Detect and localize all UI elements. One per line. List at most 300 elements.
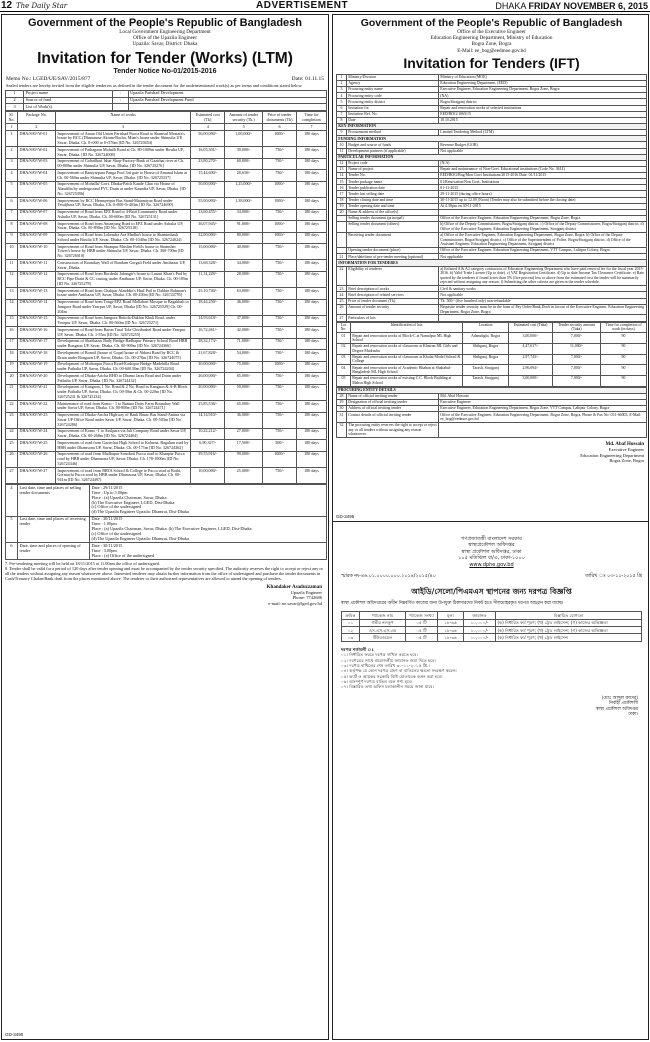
package-row [6, 209, 327, 221]
package-doc-price: 1000/- [263, 361, 297, 373]
package-estimated-cost: 16,72,461/- [191, 327, 225, 339]
lot-column-header: Time for completion of work (in days) [601, 322, 647, 333]
dphe-cell: ১০,০০০/- [464, 627, 496, 634]
package-row [6, 373, 327, 385]
package-work-name: Development of Kangaon, 1 No. Road & 2 No. Road in Kangaon & A-B Block under Pathalia UP, Savar, Dhaka. Ch. 00-50m & Ch. 00-220m [ID No. 326725231 & 326725234] [55, 384, 190, 400]
package-no: DHA/SAV/W-01 [17, 131, 55, 147]
dphe-sig-line: (মোঃ আব্দুল কাদের) [601, 695, 638, 701]
lot-security: 7,000/- [553, 354, 601, 365]
lged-info-row [6, 104, 327, 111]
eed-row-value: (NA) [439, 93, 647, 99]
eed-row-number: 16 [337, 185, 347, 191]
lged-info-row [6, 90, 327, 97]
eed-row-value: At 4.30pm on 30-11-2015 [439, 203, 647, 209]
lged-gov-title: Government of the People's Republic of Bangladesh [28, 17, 302, 29]
package-work-name: Improvement of Road from Lokendra Ara Madhu's house to Shamimbash School under Birulia UP, Savar, Dhaka. Ch. 00-1040m [ID No. 326724024] [55, 232, 190, 244]
eed-row-value: (N/A) [439, 160, 647, 166]
package-security: 28,000/- [225, 271, 263, 287]
schedule-row [6, 485, 327, 516]
eed-row-value: a) Enlisted A & A2 category contractors of Education Engineering Department who have paid renewal fee for the fiscal year 2015-2016. b) Valid Trade License (Up to date). c) VAT Registration Certificate. d) Up to date Income Tax Clearance Certificate. e) Rate quoted by the tenderer if found lower than 5% (five percent) less or above from the estimated cost the tender will be summarily rejected without assigning any reason. f) Submitting the other criteria are given in the tender schedule. [439, 266, 647, 286]
eed-signer-dept: Education Engineering Department [580, 452, 644, 458]
info-number: 1 [6, 90, 24, 97]
eed-row-number: 4 [337, 93, 347, 99]
package-security: 39,000/- [225, 147, 263, 159]
eed-row-number: 9 [337, 130, 347, 136]
package-sl: 13 [6, 288, 18, 300]
eed-row-label: Place/date/time of pre-tender meeting (optional) [347, 254, 439, 260]
eed-row-value: b) Office of the Deputy Commissioner, Bogra/Sirajganj district. c) Office of the Deputy Commissioner, Bogra/Sirajganj district. d) Office of the Executive Engineer, Education Engineering Department, Sirajganj district [439, 222, 647, 233]
lged-note: 8. Tender shall be valid for a period of 120 days after tender opening and must be accompanied by the tender security specified. The authority reserves the right to accept or reject any or all the tenders without assigning any reason whatsoever above. Interested tenderer may obtain further information from the office of undersigned and purchase the tender documents in Cash/Treasury Chalan/Bank draft from the places mentioned above. The tenderer or their authorized representatives are allowed to attend the opening of tenders. [5, 565, 323, 581]
package-time: 180 days [297, 299, 327, 315]
package-work-name: Improvement of Road from Amanjung Road to EPZ Road under Ashulia UP, Savar, Dhaka. Ch. 00-890m [ID No. 326725318] [55, 221, 190, 233]
package-row [6, 468, 327, 484]
package-security: 28,630/- [225, 170, 263, 182]
eed-row-number: 31 [337, 412, 347, 423]
eed-row-value: Revenue Budget (GOB) [439, 142, 647, 148]
package-security: 54,000/- [225, 350, 263, 362]
package-doc-price: 750/- [263, 468, 297, 484]
package-security: 63,000/- [225, 288, 263, 300]
eed-row-value: 01-11-2015 [439, 185, 647, 191]
dphe-cell: ০২ [342, 627, 360, 634]
package-no: DHA/SAV/W-19 [17, 361, 55, 373]
package-doc-price: 750/- [263, 350, 297, 362]
package-sl: 20 [6, 373, 18, 385]
lot-estimated-cost: 2,96,094/- [509, 365, 553, 376]
package-no: DHA/SAV/W-23 [17, 412, 55, 428]
package-doc-price: 1000/- [263, 131, 297, 147]
lged-signer-email[interactable]: e-mail: ue.savar@lged.gov.bd [268, 600, 322, 606]
eed-signature [333, 438, 649, 463]
eed-signer-zone: Bogra Zone, Bogra [609, 457, 644, 463]
eed-row-value: EED/BOG/1065/15 [439, 111, 647, 117]
package-row [6, 315, 327, 327]
eed-row-label: Brief description of works [347, 286, 439, 292]
dphe-column-header: জামানত [464, 612, 496, 619]
schedule-line: Time : 1.00pm [91, 521, 117, 527]
lot-identification: Repair and renovation works of Academic Bhaban at Shahabul-Bangladesh ML High School [351, 365, 463, 376]
package-no: DHA/SAV/W-10 [17, 244, 55, 260]
package-estimated-cost: 56,00,000/- [191, 131, 225, 147]
package-column-header: Package No. [17, 112, 55, 124]
package-no: DHA/SAV/W-11 [17, 260, 55, 272]
package-work-name: Improvement by RCC Hemayetpur Bus Stand-Matamiyaa Road under Tetuljhora UP, Savar, Dhaka. Ch. 0+000-0+403m [ID No. 326724690] [55, 198, 190, 210]
eed-row-label: Name of project [347, 166, 439, 172]
package-security: 40,000/- [225, 244, 263, 260]
package-estimated-cost: 11,14,228/- [191, 271, 225, 287]
dphe-row [342, 634, 642, 641]
dphe-gov-line: স্বাস্থ্যপ্রকৌশল অধিদপ্তর [468, 542, 515, 549]
lot-security: 7,000/- [553, 333, 601, 344]
eed-row-number: 30 [337, 406, 347, 412]
package-security: 25,000/- [225, 468, 263, 484]
package-security: 34,000/- [225, 260, 263, 272]
eed-row-label: Date [347, 117, 439, 123]
package-row [6, 327, 327, 339]
lot-row [337, 333, 647, 344]
eed-row-label: Project code [347, 160, 439, 166]
eed-row-value: Tk. 500/- (five hundred only) non-refundable [439, 298, 647, 304]
eed-row-value: 30-11-2015 up to 12.00 (Noon) (Tender may also be submitted before the closing date) [439, 197, 647, 203]
dphe-memo [333, 568, 649, 583]
dphe-rules [333, 645, 649, 692]
package-no: DHA/SAV/W-07 [17, 209, 55, 221]
package-estimated-cost: 25,85,536/- [191, 401, 225, 413]
eed-section-title: PROCURING ENTITY DETAILS [337, 387, 647, 393]
schedule-line: Place : (a) Office of the undersigned [91, 552, 154, 558]
package-time: 180 days [297, 327, 327, 339]
package-estimated-cost: 10,22,212/- [191, 428, 225, 440]
lot-row [337, 343, 647, 354]
package-security: 99,000/- [225, 451, 263, 467]
schedule-line: Place : (a) Upazila Chairman, Savar, Dhaka [91, 494, 167, 500]
lot-time: 90 [601, 333, 647, 344]
dphe-rule: ০৩। দরপত্র দাখিলের শেষ তারিখ ৩০-১১-২০১৫ খ্রি.। [341, 662, 430, 668]
lot-column-header: Estimated cost (Taka) [509, 322, 553, 333]
package-sl: 26 [6, 451, 18, 467]
eed-signer-title: Executive Engineer [608, 447, 644, 453]
package-work-name: Improvement of Road from Tongi-EPZ Road Mollabari Mosque to Bagakhali to Jamgora Road under Yearpur UP, Savar, Dhaka [ID No. 326725529] Ch. 00-204m [55, 299, 190, 315]
dphe-cell: গভীর নলকূপ [360, 619, 406, 626]
eed-official-table [336, 387, 647, 438]
dphe-table [341, 611, 642, 642]
package-estimated-cost: 15,44,600/- [191, 170, 225, 182]
lged-sub-line: Office of the Upazila Engineer [133, 35, 197, 42]
package-row [6, 271, 327, 287]
eed-row-number [337, 222, 347, 233]
package-time: 180 days [297, 338, 327, 350]
package-work-name: Improvement of Komo -1 to Asulpara via Jali Company Road under Savar UP, Savar, Dhaka. Ch. 00-268m [ID No. 326724404] [55, 428, 190, 440]
package-doc-price: 750/- [263, 260, 297, 272]
package-sl: 4 [6, 170, 18, 182]
right-column-ads [332, 14, 649, 1040]
package-time: 180 days [297, 170, 327, 182]
package-security: 34,000/- [225, 209, 263, 221]
package-estimated-cost: 10,00,000/- [191, 468, 225, 484]
package-row [6, 232, 327, 244]
package-no: DHA/SAV/W-05 [17, 181, 55, 197]
package-sl: 16 [6, 327, 18, 339]
package-work-name: Maintenance of road from Komo - 1 to Bamna Dairy Farm Boundary Wall under Savar UP, Savar, Dhaka. Ch. 00-800m [ID No. 326724471] [55, 401, 190, 413]
schedule-label: Last date, time and places of selling tender documents [18, 485, 90, 516]
package-row [6, 244, 327, 260]
package-no: DHA/SAV/W-12 [17, 271, 55, 287]
dphe-memo-date: তারিখ ঃ ০৩-১১-২০১৫ খ্রি [585, 574, 642, 580]
lot-location: Tarash, Sirajganj [463, 365, 509, 376]
lot-row [337, 376, 647, 387]
section-title: ADVERTISEMENT [256, 0, 349, 11]
dphe-column-header: ক্রমিক [342, 612, 360, 619]
schedule-number: 6 [6, 543, 18, 560]
package-row [6, 428, 327, 440]
package-doc-price: 750/- [263, 209, 297, 221]
package-no: DHA/SAV/W-25 [17, 440, 55, 452]
package-time: 180 days [297, 468, 327, 484]
lged-sub-line: Local Government Engineering Department [119, 29, 211, 35]
package-estimated-cost: 28,32,173/- [191, 338, 225, 350]
eed-row-number [337, 232, 347, 247]
dphe-sig-line: স্বাস্থ্য প্রকৌশল অধিদপ্তর [595, 706, 638, 712]
eed-row-label: Tender package name [347, 179, 439, 185]
package-column-header: Estimated cost (Tk) [191, 112, 225, 124]
info-label: List of Work(s) [24, 104, 113, 111]
info-label: Source of fund [24, 97, 113, 104]
lot-estimated-cost: 3,00,000/- [509, 376, 553, 387]
eed-row-number: 18 [337, 197, 347, 203]
package-security: 80,000/- [225, 232, 263, 244]
package-time: 180 days [297, 384, 327, 400]
dphe-cell: ১৮-৩৬ [438, 619, 464, 626]
dphe-column-header: প্যাকেজ নাম [360, 612, 406, 619]
package-row [6, 170, 327, 182]
eed-row-label: Brief description of related services [347, 292, 439, 298]
package-row [6, 440, 327, 452]
eed-row-number: 21 [337, 254, 347, 260]
schedule-label: Last date, time and places of receiving tender [18, 516, 90, 543]
eed-row-number: 25 [337, 298, 347, 304]
package-security: 42,000/- [225, 327, 263, 339]
package-time: 180 days [297, 209, 327, 221]
package-doc-price: 750/- [263, 384, 297, 400]
eed-gd-number: GD-3495 [336, 514, 355, 519]
eed-row-label: Eligibility of tenderer [347, 266, 439, 286]
lot-time: 90 [601, 376, 647, 387]
eed-row-number: 14 [337, 173, 347, 179]
eed-row-value: 01/Renovation/Non Govt. Institutions [439, 179, 647, 185]
package-work-name: Improvement of road from Madhupur Sonoboti Pucca road to Khanpur Pucca road by HBB under Dhamsona UP, Savar, Dhaka. Ch. 178-1000m [ID No. 326724346] [55, 451, 190, 467]
package-row [6, 338, 327, 350]
package-sl: 10 [6, 244, 18, 260]
package-no: DHA/SAV/W-17 [17, 338, 55, 350]
package-security: 91,000/- [225, 221, 263, 233]
eed-row-label: Particulars of lots [347, 315, 439, 321]
package-doc-price: 750/- [263, 327, 297, 339]
dphe-rules-title: দরপত্র শর্তাবলী ঃ [341, 646, 374, 652]
package-row [6, 288, 327, 300]
package-sl: 12 [6, 271, 18, 287]
dphe-cell: (ক) নির্ধারিত ফর্ম পূরণ; (খ) ট্রেড লাইসেন্স; (গ) কাজের অভিজ্ঞতা [496, 619, 642, 626]
dphe-cell: ১০,০০০/- [464, 634, 496, 641]
package-doc-price: 1000/- [263, 198, 297, 210]
package-time: 180 days [297, 288, 327, 300]
dphe-rule: ০২। দরপত্রের সাথে প্রয়োজনীয় জামানত জমা দিতে হবে। [341, 657, 436, 663]
lot-no: 03 [337, 354, 351, 365]
package-sl: 5 [6, 181, 18, 197]
eed-signer-name: Md. Abaf Hossain [605, 442, 644, 448]
dphe-memo-no: স্মারক নং-৪৬.০১.০০০০.০০০.২০১৪/২০১৫/৪০ [341, 574, 436, 580]
eed-row-value: Executive Engineer, Education Engineering Department, Bogra Zone, Bogra [439, 87, 647, 93]
package-time: 180 days [297, 361, 327, 373]
package-no: DHA/SAV/W-22 [17, 401, 55, 413]
lged-intro: Sealed tenders are hereby invited from the eligible tenderers as defined in the tender document for the undermentioned work(s) as per terms and conditions stated below. [6, 82, 303, 88]
eed-row-label: Opening tender document (place) [347, 248, 439, 254]
package-work-name: Development of Shaitbazar Baily Bridge-Radhapur Primary School Road HBB under Bongaon UP, Savar, Dhaka. Ch. 00-900m [ID No. 326724366] [55, 338, 190, 350]
package-work-name: Improvement of Aman Old Union Parishad Pucca Road to Shamsul Mostafa's house by RCC (Dhamsuna-Akram-Bachu, Mian's house under Shimulia UP, Savar, Dhaka. Ch. 0+000 to 0+576m [ID No. 326720454] [55, 131, 190, 147]
package-sl: 18 [6, 350, 18, 362]
dphe-website[interactable]: www.dphe.gov.bd [469, 561, 514, 568]
eed-email[interactable]: E-Mail: ee_bog@eedmoe.gov.bd [457, 47, 526, 54]
eed-row-number: 7 [337, 111, 347, 117]
dphe-cell: (ক) নির্ধারিত ফর্ম পূরণ; (খ) ট্রেড লাইসেন্স [496, 634, 642, 641]
eed-row-label: Tender opening date and time [347, 203, 439, 209]
eed-sub-line: Bogra Zone, Bogra [471, 41, 512, 48]
package-work-name: Improvement of Road from Shampur Muslim Field's house to Shamsher Tower's house by HBB under Shimulia UP, Savar, Dhaka. Ch. 360-700m [ID No. 326726010] [55, 244, 190, 260]
eed-info-row [337, 412, 647, 423]
package-work-name: Improvement of Road from EPZ Road to 4-Boat Community Road under Ashulia UP, Savar, Dhaka. Ch. 00-600m [ID No. 326725131] [55, 209, 190, 221]
eed-lots-table [336, 322, 647, 387]
schedule-line: (c) Office of the undersigned [91, 504, 142, 510]
lot-location: Adamdighi, Bogra [463, 333, 509, 344]
dphe-cell: টিউবওয়েল [360, 634, 406, 641]
dphe-column-header: বিস্তারিত যোগ্যতা [496, 612, 642, 619]
package-security: 60,000/- [225, 158, 263, 170]
dphe-row [342, 627, 642, 634]
package-security: 37,000/- [225, 315, 263, 327]
eed-info-table [336, 74, 647, 322]
package-doc-price: 750/- [263, 338, 297, 350]
lged-info-table [5, 90, 327, 112]
package-row [6, 221, 327, 233]
package-time: 180 days [297, 221, 327, 233]
eed-row-value: Office of the Executive Engineer, Education Engineering Department, VTT Campus, Lalitpur Colony, Bogra [439, 248, 647, 254]
package-sl: 25 [6, 440, 18, 452]
package-no: DHA/SAV/W-27 [17, 468, 55, 484]
eed-info-row [337, 406, 647, 412]
package-doc-price: 1000/- [263, 181, 297, 197]
lot-estimated-cost: 2,97,743/- [509, 354, 553, 365]
package-row [6, 260, 327, 272]
package-estimated-cost: 18,44,250/- [191, 299, 225, 315]
lot-location: Shibganj, Bogra [463, 343, 509, 354]
info-colon [113, 104, 128, 111]
package-column-number: 7 [297, 124, 327, 131]
package-column-header: Sl. No. [6, 112, 18, 124]
eed-sub-line: Office of the Executive Engineer [457, 29, 526, 35]
schedule-row [6, 543, 327, 560]
lot-security: 11,000/- [553, 343, 601, 354]
package-no: DHA/SAV/W-06 [17, 198, 55, 210]
eed-row-number: 1 [337, 74, 347, 80]
lot-column-header: Location [463, 322, 509, 333]
eed-row-label: The procuring entity reserves the right to accept or reject any or all tenders without assigning any reason whatsoever. [348, 423, 437, 437]
eed-info-row [337, 222, 647, 233]
package-time: 180 days [297, 131, 327, 147]
package-sl: 23 [6, 412, 18, 428]
eed-row-number: 32 [337, 422, 347, 437]
package-sl: 22 [6, 401, 18, 413]
lot-identification: Repair and renovation works of Block-C at Namalpur ML High School [351, 333, 463, 344]
package-estimated-cost: 20,00,000/- [191, 384, 225, 400]
lot-location: Tarash, Sirajganj [463, 376, 509, 387]
package-time: 180 days [297, 181, 327, 197]
lot-time: 90 [601, 354, 647, 365]
dphe-sig-line: নির্বাহী প্রকৌশলী [608, 701, 638, 707]
eed-row-value: Repair and maintenance of Non-Govt. Educational institutions (Code No. 3614) [439, 166, 647, 172]
lged-info-row [6, 97, 327, 104]
dphe-cell: ০৫ টি [406, 619, 438, 626]
eed-row-value: Limited Tendering Method (LTM) [439, 130, 647, 136]
eed-row-number: 27 [337, 315, 347, 321]
eed-row-label: Tender No. [347, 173, 439, 179]
package-sl: 8 [6, 221, 18, 233]
package-estimated-cost: 15,00,000/- [191, 244, 225, 260]
package-security: 71,000/- [225, 338, 263, 350]
package-work-name: Development of Mohonpur Pucca Road-Kashipur Bridge-Madehilla Road under Pathalia UP, Savar, Dhaka. Ch. 00-600.50m [ID No. 326724204] [55, 361, 190, 373]
dphe-intro: স্বাস্থ্য প্রকৌশল অধিদপ্তরের অধীন নিম্নবর্ণিত কাজের জন্য উপযুক্ত ঠিকাদারদের নিকট হতে সীলমোহরকৃত দরপত্র আহ্বান করা যাচ্ছে। [341, 601, 564, 607]
dphe-cell: ০১ [342, 619, 360, 626]
package-sl: 2 [6, 147, 18, 159]
lot-identification: Repair and renovation works of classroom at Khatran ML Girls and Degree Madrasha [351, 343, 463, 354]
eed-row-label: Procuring entity code [347, 93, 439, 99]
package-sl: 6 [6, 198, 18, 210]
schedule-number: 4 [6, 485, 18, 516]
eed-row-value: 29-11-2015 (during office hours) [439, 191, 647, 197]
dphe-column-header: প্যাকেজ সংখ্যা [406, 612, 438, 619]
eed-row-value: 10.10.2015 [439, 117, 647, 123]
package-column-number: 6 [263, 124, 297, 131]
eed-row-label: Tender closing date and time [347, 197, 439, 203]
package-sl: 19 [6, 361, 18, 373]
package-row [6, 412, 327, 428]
eed-header [333, 17, 649, 72]
package-column-header: Amount of tender security (Tk.) [225, 112, 263, 124]
eed-row-value [439, 422, 647, 437]
package-doc-price: 1000/- [263, 221, 297, 233]
package-sl: 3 [6, 158, 18, 170]
package-column-number: 1 [6, 124, 18, 131]
info-value: Upazila Parishad Development Fund [128, 97, 326, 104]
dphe-cell: ১৮-৩৬ [438, 627, 464, 634]
lged-sub-line: Upazila: Savar, District: Dhaka [132, 41, 198, 48]
info-value: Upazila Parishad Development [128, 90, 326, 97]
eed-info-row [337, 232, 647, 247]
eed-row-number: 13 [337, 166, 347, 172]
package-column-header: Time for completion [297, 112, 327, 124]
package-work-name: Improvement of Road from Chakpar Alauddin's Haal Pail to Dakhin Rahman's house under Amibazar UP, Savar, Dhaka. Ch. 00-250m [ID No. 326724795] [55, 288, 190, 300]
package-work-name: Improvement of Baniyarpara Panga Pool 3rd gate to House of Amanul Islam at Ch. 00-560m under Shimulia UP, Savar, Dhaka. [ID No. 326725337] [55, 170, 190, 182]
eed-row-label: Price of tender document (Tk) [347, 298, 439, 304]
package-sl: 9 [6, 232, 18, 244]
lot-security: 7,000/- [553, 365, 601, 376]
package-security: 1,25,000/- [225, 181, 263, 197]
eed-sub-line: Education Engineering Department, Ministry of Education [430, 35, 553, 42]
schedule-line: Date : 29/11/2015 [91, 484, 123, 490]
eed-row-label: Ministry/Division [347, 74, 439, 80]
schedule-line: (d) The Upazila Engineer Upazila: Dhamrai, Dist-Dhaka [91, 535, 189, 541]
package-doc-price: 750/- [263, 288, 297, 300]
package-time: 180 days [297, 412, 327, 428]
dphe-cell: ১৮-৩৬ [438, 634, 464, 641]
dphe-row [342, 619, 642, 626]
eed-row-number: 10 [337, 142, 347, 148]
dphe-cell: ০৫ টি [406, 634, 438, 641]
lged-tender-notice: Tender Notice No-01/2015-2016 [113, 67, 217, 75]
package-security: 65,000/- [225, 373, 263, 385]
package-time: 180 days [297, 451, 327, 467]
eed-row-label: Tender publication date [347, 185, 439, 191]
eed-section-title: KEY INFORMATION [337, 123, 647, 129]
dphe-cell: (ক) নির্ধারিত ফর্ম পূরণ; (খ) ট্রেড লাইসেন্স; (গ) কাজের অভিজ্ঞতা [496, 627, 642, 634]
info-number: 3 [6, 104, 24, 111]
eed-info-row [337, 304, 647, 315]
lot-no: 02 [337, 343, 351, 354]
masthead [0, 0, 650, 12]
package-time: 180 days [297, 440, 327, 452]
schedule-row [6, 516, 327, 543]
eed-row-number: 19 [337, 203, 347, 209]
package-work-name: Improvement of Pathagaon Mohalli Road at Ch. 80-1000m under Birulia UP, Savar, Dhaka. [ID No. 326724008] [55, 147, 190, 159]
package-estimated-cost: 36,07,945/- [191, 221, 225, 233]
